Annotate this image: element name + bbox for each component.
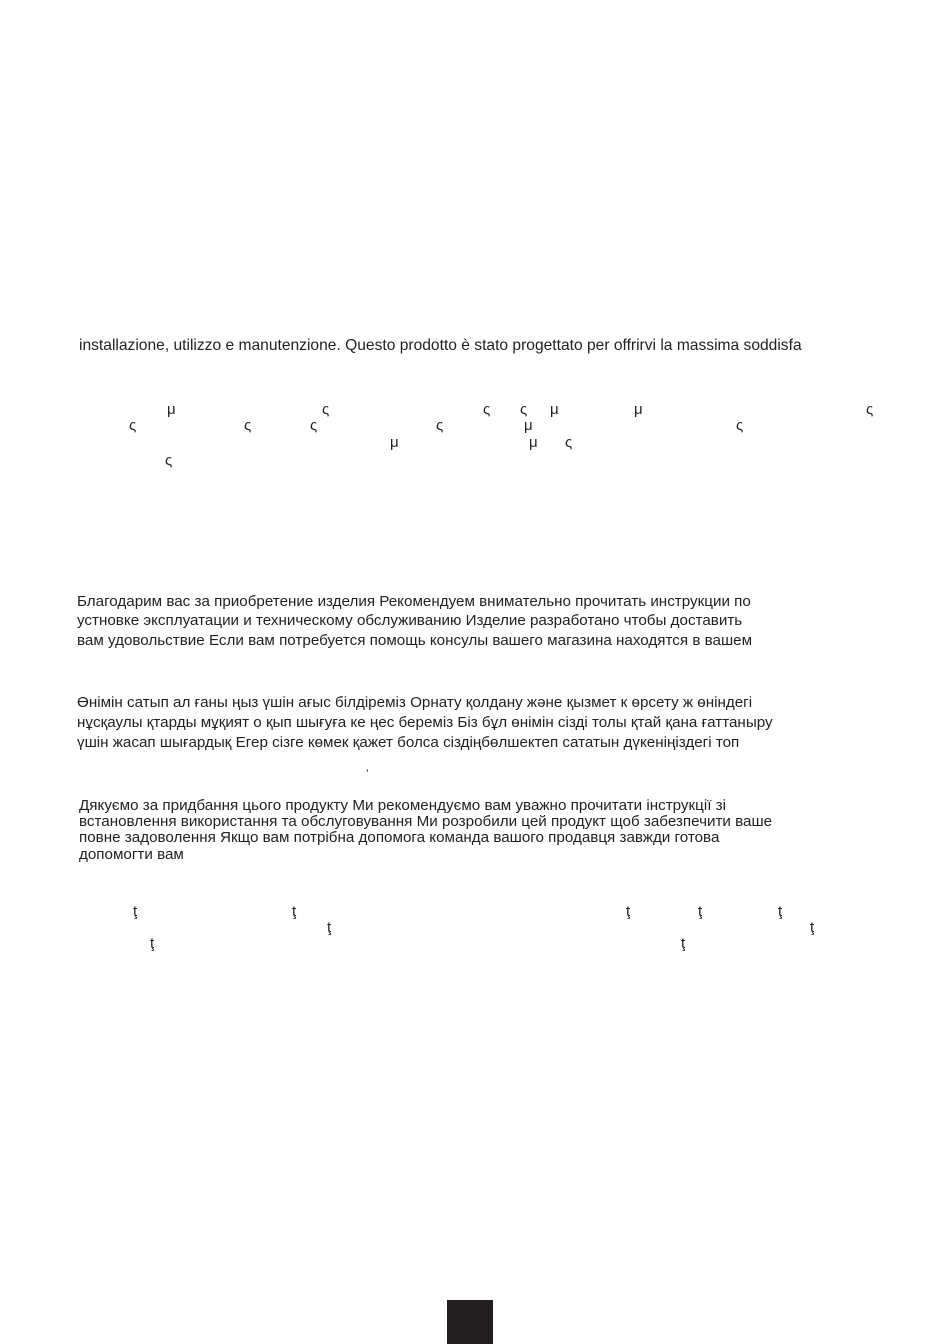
- page-number-tab: [447, 1300, 493, 1344]
- kazakh-line-2: нұсқаулы қтарды мұқият о қып шығуға ке ңес береміз Біз бұл өнімін сізді толы қтай қана ғаттаныру: [77, 714, 773, 731]
- romanian-t-comma-glyph: ţ: [292, 903, 297, 920]
- romanian-t-comma-glyph: ţ: [626, 903, 631, 920]
- kazakh-line-3: үшін жасап шығардық Егер сізге көмек қажет болса сіздіңбөлшектеп сататын дүкеніңіздегі топ: [77, 734, 740, 751]
- greek-sigma-glyph: ς: [483, 401, 491, 418]
- romanian-t-comma-glyph: ţ: [698, 903, 703, 920]
- greek-mu-glyph: μ: [550, 401, 559, 418]
- italian-text-line: installazione, utilizzo e manutenzione. Questo prodotto è stato progettato per offrirvi la massima soddisfa: [79, 337, 802, 354]
- russian-line-3: вам удовольствие Если вам потребуется помощь консулы вашего магазина находятся в вашем: [77, 632, 753, 649]
- romanian-t-comma-glyph: ţ: [681, 935, 686, 952]
- greek-sigma-glyph: ς: [736, 417, 744, 434]
- kazakh-line-1: Өнімін сатып ал ғаны ңыз үшін ағыс білдіреміз Орнату қолдану және қызмет к өрсету ж өніндегі: [77, 694, 753, 711]
- ukrainian-line-3: повне задоволення Якщо вам потрібна допомога команда вашого продавця завжди готова: [79, 829, 720, 846]
- ukrainian-line-4: допомогти вам: [79, 846, 184, 863]
- ukrainian-line-2: встановлення використання та обслуговування Ми розробили цей продукт щоб забезпечити ваше: [79, 813, 773, 830]
- russian-line-2: устновке эксплуатации и техническому обслуживанию Изделие разработано чтобы доставить: [77, 612, 743, 629]
- romanian-t-comma-glyph: ţ: [150, 935, 155, 952]
- greek-mu-glyph: μ: [634, 401, 643, 418]
- greek-sigma-glyph: ς: [244, 417, 252, 434]
- greek-sigma-glyph: ς: [866, 401, 874, 418]
- greek-sigma-glyph: ς: [520, 401, 528, 418]
- russian-line-1: Благодарим вас за приобретение изделия Рекомендуем внимательно прочитать инструкции по: [77, 593, 751, 610]
- romanian-t-comma-glyph: ţ: [810, 919, 815, 936]
- romanian-t-comma-glyph: ţ: [133, 903, 138, 920]
- greek-sigma-glyph: ς: [165, 452, 173, 469]
- greek-mu-glyph: μ: [167, 401, 176, 418]
- kazakh-stray-mark: ʼ: [366, 767, 369, 781]
- greek-sigma-glyph: ς: [565, 434, 573, 451]
- greek-mu-glyph: μ: [529, 434, 538, 451]
- greek-sigma-glyph: ς: [436, 417, 444, 434]
- greek-mu-glyph: μ: [524, 417, 533, 434]
- romanian-t-comma-glyph: ţ: [778, 903, 783, 920]
- romanian-t-comma-glyph: ţ: [327, 919, 332, 936]
- greek-mu-glyph: μ: [390, 434, 399, 451]
- ukrainian-line-1: Дякуємо за придбання цього продукту Ми рекомендуємо вам уважно прочитати інструкції зі: [79, 797, 727, 814]
- greek-sigma-glyph: ς: [322, 401, 330, 418]
- greek-sigma-glyph: ς: [129, 417, 137, 434]
- greek-sigma-glyph: ς: [310, 417, 318, 434]
